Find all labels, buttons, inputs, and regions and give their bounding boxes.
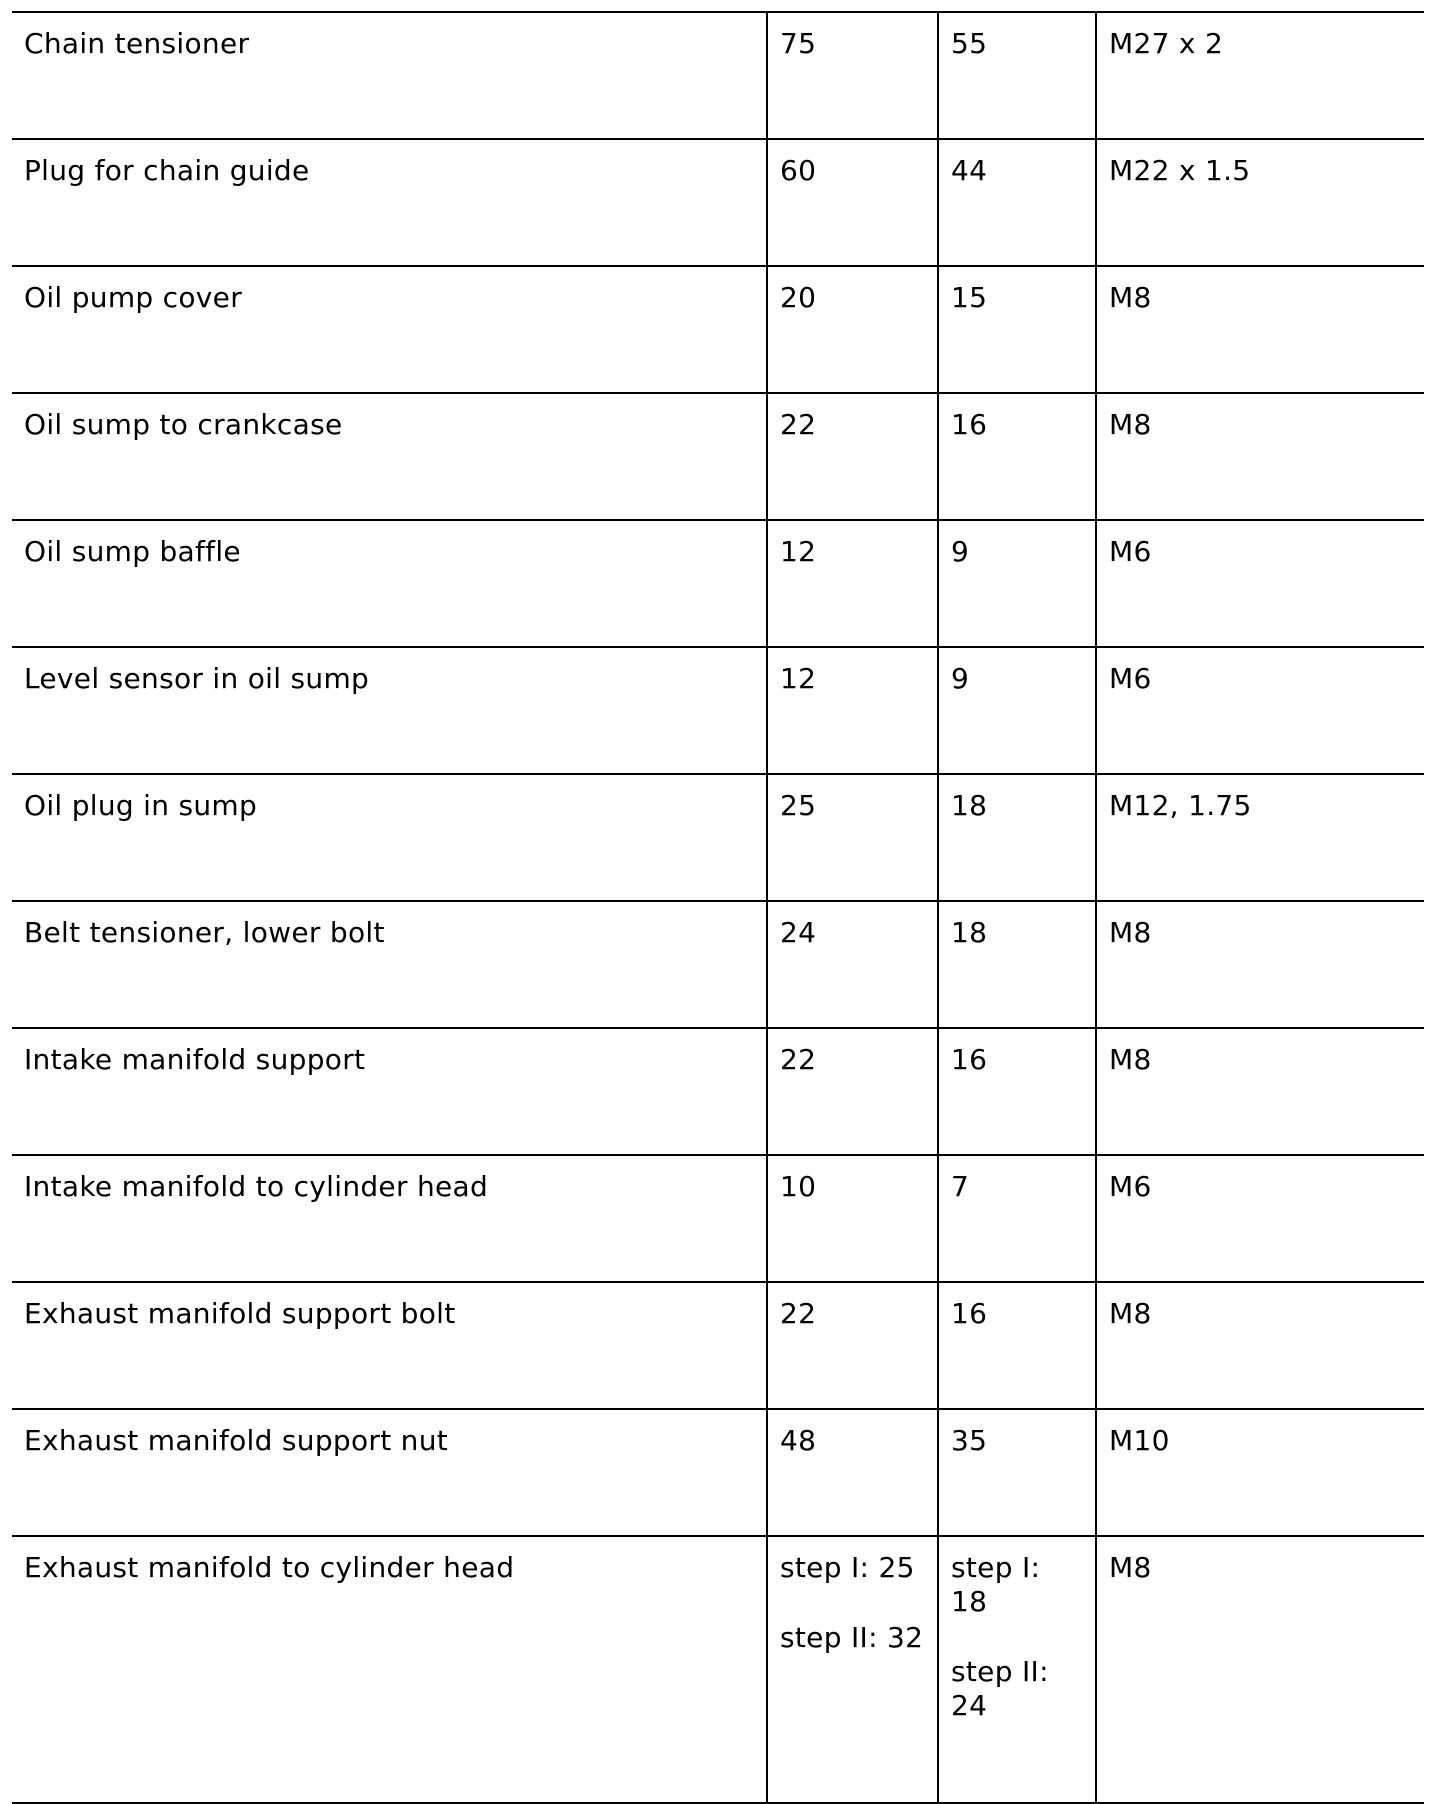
torque-lbft-cell: 35 bbox=[938, 1409, 1096, 1536]
part-cell: Plug for chain guide bbox=[12, 139, 767, 266]
torque-nm-cell: 12 bbox=[767, 647, 938, 774]
table-row bbox=[12, 774, 1424, 901]
torque-lbft-cell: 9 bbox=[938, 647, 1096, 774]
thread-cell: M8 bbox=[1096, 393, 1424, 520]
torque-lbft-cell: 15 bbox=[938, 266, 1096, 393]
step-value: step II: bbox=[951, 1655, 1049, 1688]
part-cell: Exhaust manifold support nut bbox=[12, 1409, 767, 1536]
table-row bbox=[12, 647, 1424, 774]
part-cell: Exhaust manifold support bolt bbox=[12, 1282, 767, 1409]
table-row bbox=[12, 1536, 1424, 1803]
part-cell: Intake manifold support bbox=[12, 1028, 767, 1155]
torque-lbft-cell: 18 bbox=[938, 774, 1096, 901]
torque-lbft-cell: 7 bbox=[938, 1155, 1096, 1282]
thread-cell: M8 bbox=[1096, 901, 1424, 1028]
step-spacer bbox=[780, 1585, 927, 1621]
thread-cell: M8 bbox=[1096, 1028, 1424, 1155]
thread-cell: M12, 1.75 bbox=[1096, 774, 1424, 901]
torque-nm-cell: 60 bbox=[767, 139, 938, 266]
torque-nm-cell: 12 bbox=[767, 520, 938, 647]
table-row bbox=[12, 266, 1424, 393]
step-spacer bbox=[951, 1619, 1085, 1655]
part-cell: Exhaust manifold to cylinder head bbox=[12, 1536, 767, 1803]
step-value: step II: 32 bbox=[780, 1621, 924, 1654]
torque-lbft-cell: 44 bbox=[938, 139, 1096, 266]
torque-lbft-cell: 9 bbox=[938, 520, 1096, 647]
torque-spec-table bbox=[12, 11, 1424, 1804]
torque-nm-cell: 10 bbox=[767, 1155, 938, 1282]
table-row bbox=[12, 139, 1424, 266]
table-row bbox=[12, 901, 1424, 1028]
part-cell: Level sensor in oil sump bbox=[12, 647, 767, 774]
torque-nm-cell: 24 bbox=[767, 901, 938, 1028]
torque-lbft-cell: 16 bbox=[938, 1028, 1096, 1155]
part-cell: Oil plug in sump bbox=[12, 774, 767, 901]
torque-lbft-cell: 18 bbox=[938, 901, 1096, 1028]
table-row bbox=[12, 1028, 1424, 1155]
thread-cell: M6 bbox=[1096, 1155, 1424, 1282]
torque-nm-cell: 22 bbox=[767, 393, 938, 520]
thread-cell: M8 bbox=[1096, 1536, 1424, 1803]
table-row bbox=[12, 1409, 1424, 1536]
table-body bbox=[12, 12, 1424, 1803]
thread-cell: M6 bbox=[1096, 520, 1424, 647]
part-cell: Oil sump baffle bbox=[12, 520, 767, 647]
torque-lbft-cell: 16 bbox=[938, 1282, 1096, 1409]
table-row bbox=[12, 12, 1424, 139]
thread-cell: M8 bbox=[1096, 1282, 1424, 1409]
torque-nm-cell: 75 bbox=[767, 12, 938, 139]
torque-nm-cell: 25 bbox=[767, 774, 938, 901]
thread-cell: M6 bbox=[1096, 647, 1424, 774]
torque-lbft-cell bbox=[938, 1536, 1096, 1803]
torque-lbft-cell: 16 bbox=[938, 393, 1096, 520]
step-value: step I: 25 bbox=[780, 1551, 915, 1584]
thread-cell: M27 x 2 bbox=[1096, 12, 1424, 139]
table-row bbox=[12, 1155, 1424, 1282]
part-cell: Intake manifold to cylinder head bbox=[12, 1155, 767, 1282]
thread-cell: M22 x 1.5 bbox=[1096, 139, 1424, 266]
step-value: step I: bbox=[951, 1551, 1041, 1584]
table-row bbox=[12, 393, 1424, 520]
torque-nm-cell: 22 bbox=[767, 1028, 938, 1155]
torque-nm-cell: 48 bbox=[767, 1409, 938, 1536]
table-row bbox=[12, 1282, 1424, 1409]
part-cell: Oil pump cover bbox=[12, 266, 767, 393]
thread-cell: M8 bbox=[1096, 266, 1424, 393]
thread-cell: M10 bbox=[1096, 1409, 1424, 1536]
part-cell: Oil sump to crankcase bbox=[12, 393, 767, 520]
part-cell: Chain tensioner bbox=[12, 12, 767, 139]
step-value: 18 bbox=[951, 1585, 988, 1618]
torque-lbft-cell: 55 bbox=[938, 12, 1096, 139]
torque-nm-cell: 22 bbox=[767, 1282, 938, 1409]
table-row bbox=[12, 520, 1424, 647]
step-value: 24 bbox=[951, 1689, 988, 1722]
part-cell: Belt tensioner, lower bolt bbox=[12, 901, 767, 1028]
torque-nm-cell: 20 bbox=[767, 266, 938, 393]
torque-nm-cell bbox=[767, 1536, 938, 1803]
